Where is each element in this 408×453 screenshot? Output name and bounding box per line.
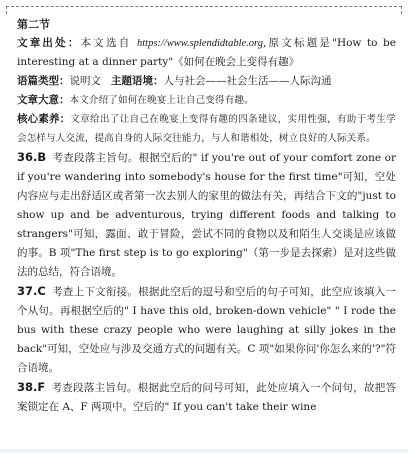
source-row bbox=[17, 34, 396, 72]
answer-37 bbox=[17, 282, 396, 378]
source-url: https://www.splendidtable.org bbox=[136, 38, 263, 49]
answer-38-number: 38.F bbox=[17, 380, 46, 394]
genre-theme-row bbox=[17, 72, 396, 91]
summary-label: 文章大意： bbox=[17, 94, 70, 106]
genre-label: 语篇类型： bbox=[17, 75, 70, 87]
answer-36-text: 考查段落主旨句。根据空后的" if you're out of your comfort zone or if you're wandering into somebody's house for the first time"可知，空处内容应与走出舒适区或者第一次去别人的家里的做法有关，再结合下文的"just to show up and be adventurous, trying different foods and talking to strangers"可知，露面、敢于冒险，尝试不同的食物以及和陌生人交谈是应该做的事。B 项"The first step is to go exploring"（第一步是去探索）是对这些做法的总结，符合语境。 bbox=[17, 152, 396, 278]
core-value: 文章给出了让自己在晚宴上变得有趣的四条建议，实用性强，有助于考生学会怎样与人交流，提高自身的人际交往能力，与人和谐相处，树立良好的人际关系。 bbox=[17, 114, 397, 144]
answer-38 bbox=[17, 378, 396, 417]
answer-37-text: 考查上下文衔接。根据此空后的逗号和空后的句子可知，此空应该填入一个从句。再根据空后的" I have this old, broken-down vehicle" " I rode the bus with these crazy people who were laughing at silly jokes in the back"可知，空处应与涉及交通方式的问题有关。C 项"如果你问'你怎么来的'?"符合语境。 bbox=[17, 286, 396, 374]
answer-36-number: 36.B bbox=[17, 150, 47, 164]
source-text-after: ,原文标题是"How to be interesting at a dinner party"《如何在晚会上变得有趣》 bbox=[17, 37, 396, 68]
theme-value: 人与社会——社会生活——人际沟通 bbox=[163, 75, 332, 87]
summary-value: 本文介绍了如何在晚宴上让自己变得有趣。 bbox=[69, 95, 254, 106]
answer-36 bbox=[17, 148, 396, 282]
section-title: 第二节 bbox=[17, 18, 50, 31]
source-label: 文章出处： bbox=[17, 37, 81, 49]
core-label: 核心素养： bbox=[17, 113, 71, 125]
content-area bbox=[17, 16, 396, 417]
theme-label: 主题语境： bbox=[111, 75, 164, 87]
core-row bbox=[17, 110, 396, 148]
bottom-edge bbox=[0, 449, 408, 453]
dashed-border-top bbox=[6, 6, 402, 7]
source-text-before: 本文选自 bbox=[80, 37, 137, 49]
genre-value: 说明文 bbox=[69, 75, 101, 87]
summary-row bbox=[17, 91, 396, 110]
answer-38-text: 考查段落主旨句。根据此空后的问号可知，此处应填入一个问句，故把答案锁定在 A、F 两项中。空后的" If you can't take their wine bbox=[17, 382, 396, 413]
answer-37-number: 37.C bbox=[17, 284, 46, 298]
